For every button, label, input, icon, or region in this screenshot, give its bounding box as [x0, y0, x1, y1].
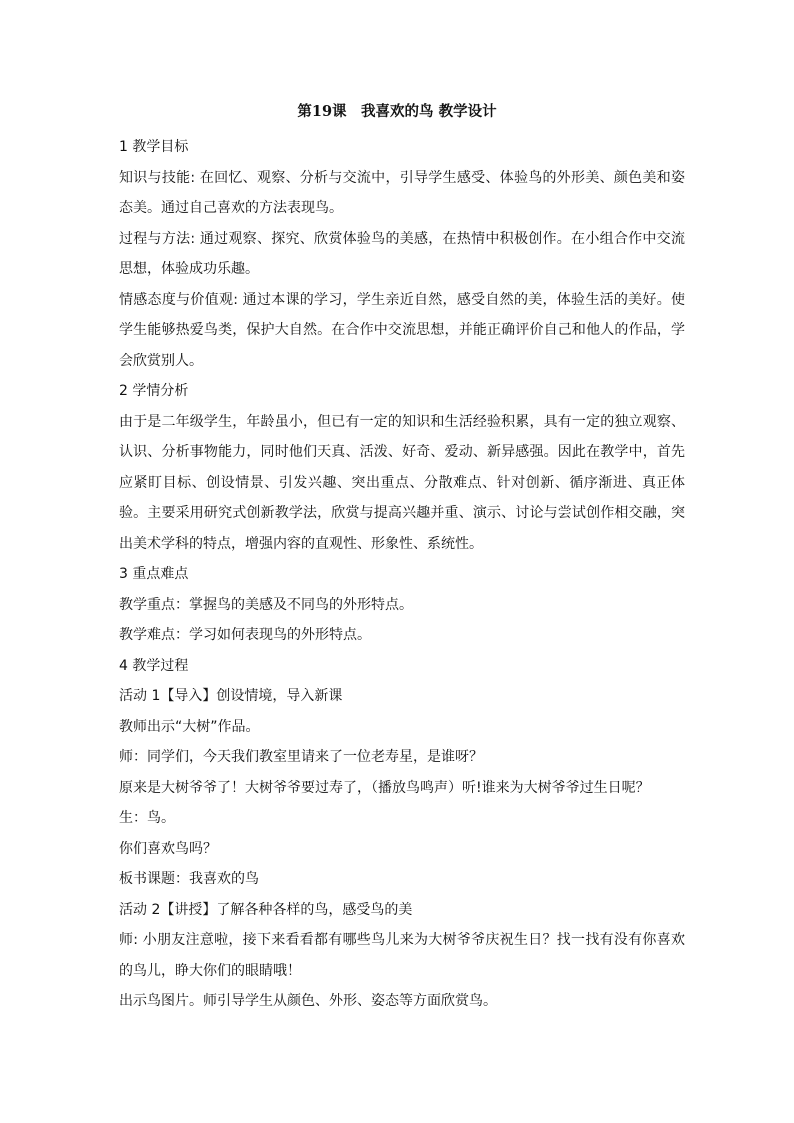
- activity-heading: 活动 1【导入】创设情境，导入新课: [119, 688, 343, 704]
- paragraph: 原来是大树爷爷了！大树爷爷要过寿了，（播放鸟鸣声）听!谁来为大树爷爷过生日呢？: [119, 779, 650, 796]
- paragraph: 知识与技能: 在回忆、观察、分析与交流中，引导学生感受、体验鸟的外形美、颜色美和姿态美。通过自己喜欢的方法表现鸟。: [119, 169, 685, 216]
- paragraph: 教学难点：学习如何表现鸟的外形特点。: [119, 627, 371, 643]
- paragraph: 由于是二年级学生，年龄虽小，但已有一定的知识和生活经验积累，具有一定的独立观察、认识、分析事物能力，同时他们天真、活泼、好奇、爱动、新异感强。因此在教学中，首先应紧盯目标、创设情景、引发兴趣、突出重点、分散难点、针对创新、循序渐进、真正体验。主要采用研究式创新教学法，欣赏与提高兴趣并重、演示、讨论与尝试创作相交融，突出美术学科的特点，增强内容的直观性、形象性、系统性。: [119, 413, 685, 552]
- section-heading: 2 学情分析: [119, 383, 189, 399]
- paragraph: 过程与方法: 通过观察、探究、欣赏体验鸟的美感，在热情中积极创作。在小组合作中交流思想，体验成功乐趣。: [119, 230, 685, 277]
- paragraph: 你们喜欢鸟吗？: [119, 840, 217, 857]
- document-body: [119, 132, 685, 1017]
- paragraph: 生：鸟。: [119, 810, 175, 826]
- paragraph: 板书课题：我喜欢的鸟: [119, 871, 259, 887]
- paragraph: 师: 小朋友注意啦，接下来看看都有哪些鸟儿来为大树爷爷庆祝生日？找一找有没有你喜欢的鸟儿，睁大你们的眼睛哦！: [119, 932, 685, 979]
- section-heading: 4 教学过程: [119, 657, 189, 674]
- paragraph: 出示鸟图片。师引导学生从颜色、外形、姿态等方面欣赏鸟。: [119, 993, 497, 1009]
- page-title: 第19课 我喜欢的鸟 教学设计: [297, 103, 497, 120]
- activity-heading: 活动 2【讲授】了解各种各样的鸟，感受鸟的美: [119, 901, 413, 918]
- paragraph: 教学重点：掌握鸟的美感及不同鸟的外形特点。: [119, 596, 413, 613]
- paragraph: 教师出示“大树”作品。: [119, 718, 260, 735]
- section-heading: 1 教学目标: [119, 139, 189, 155]
- paragraph: 情感态度与价值观: 通过本课的学习，学生亲近自然，感受自然的美，体验生活的美好。使学生能够热爱鸟类，保护大自然。在合作中交流思想，并能正确评价自己和他人的作品，学会欣赏别人。: [119, 291, 685, 369]
- paragraph: 师：同学们，今天我们教室里请来了一位老寿星，是谁呀？: [119, 749, 483, 765]
- section-heading: 3 重点难点: [119, 566, 189, 582]
